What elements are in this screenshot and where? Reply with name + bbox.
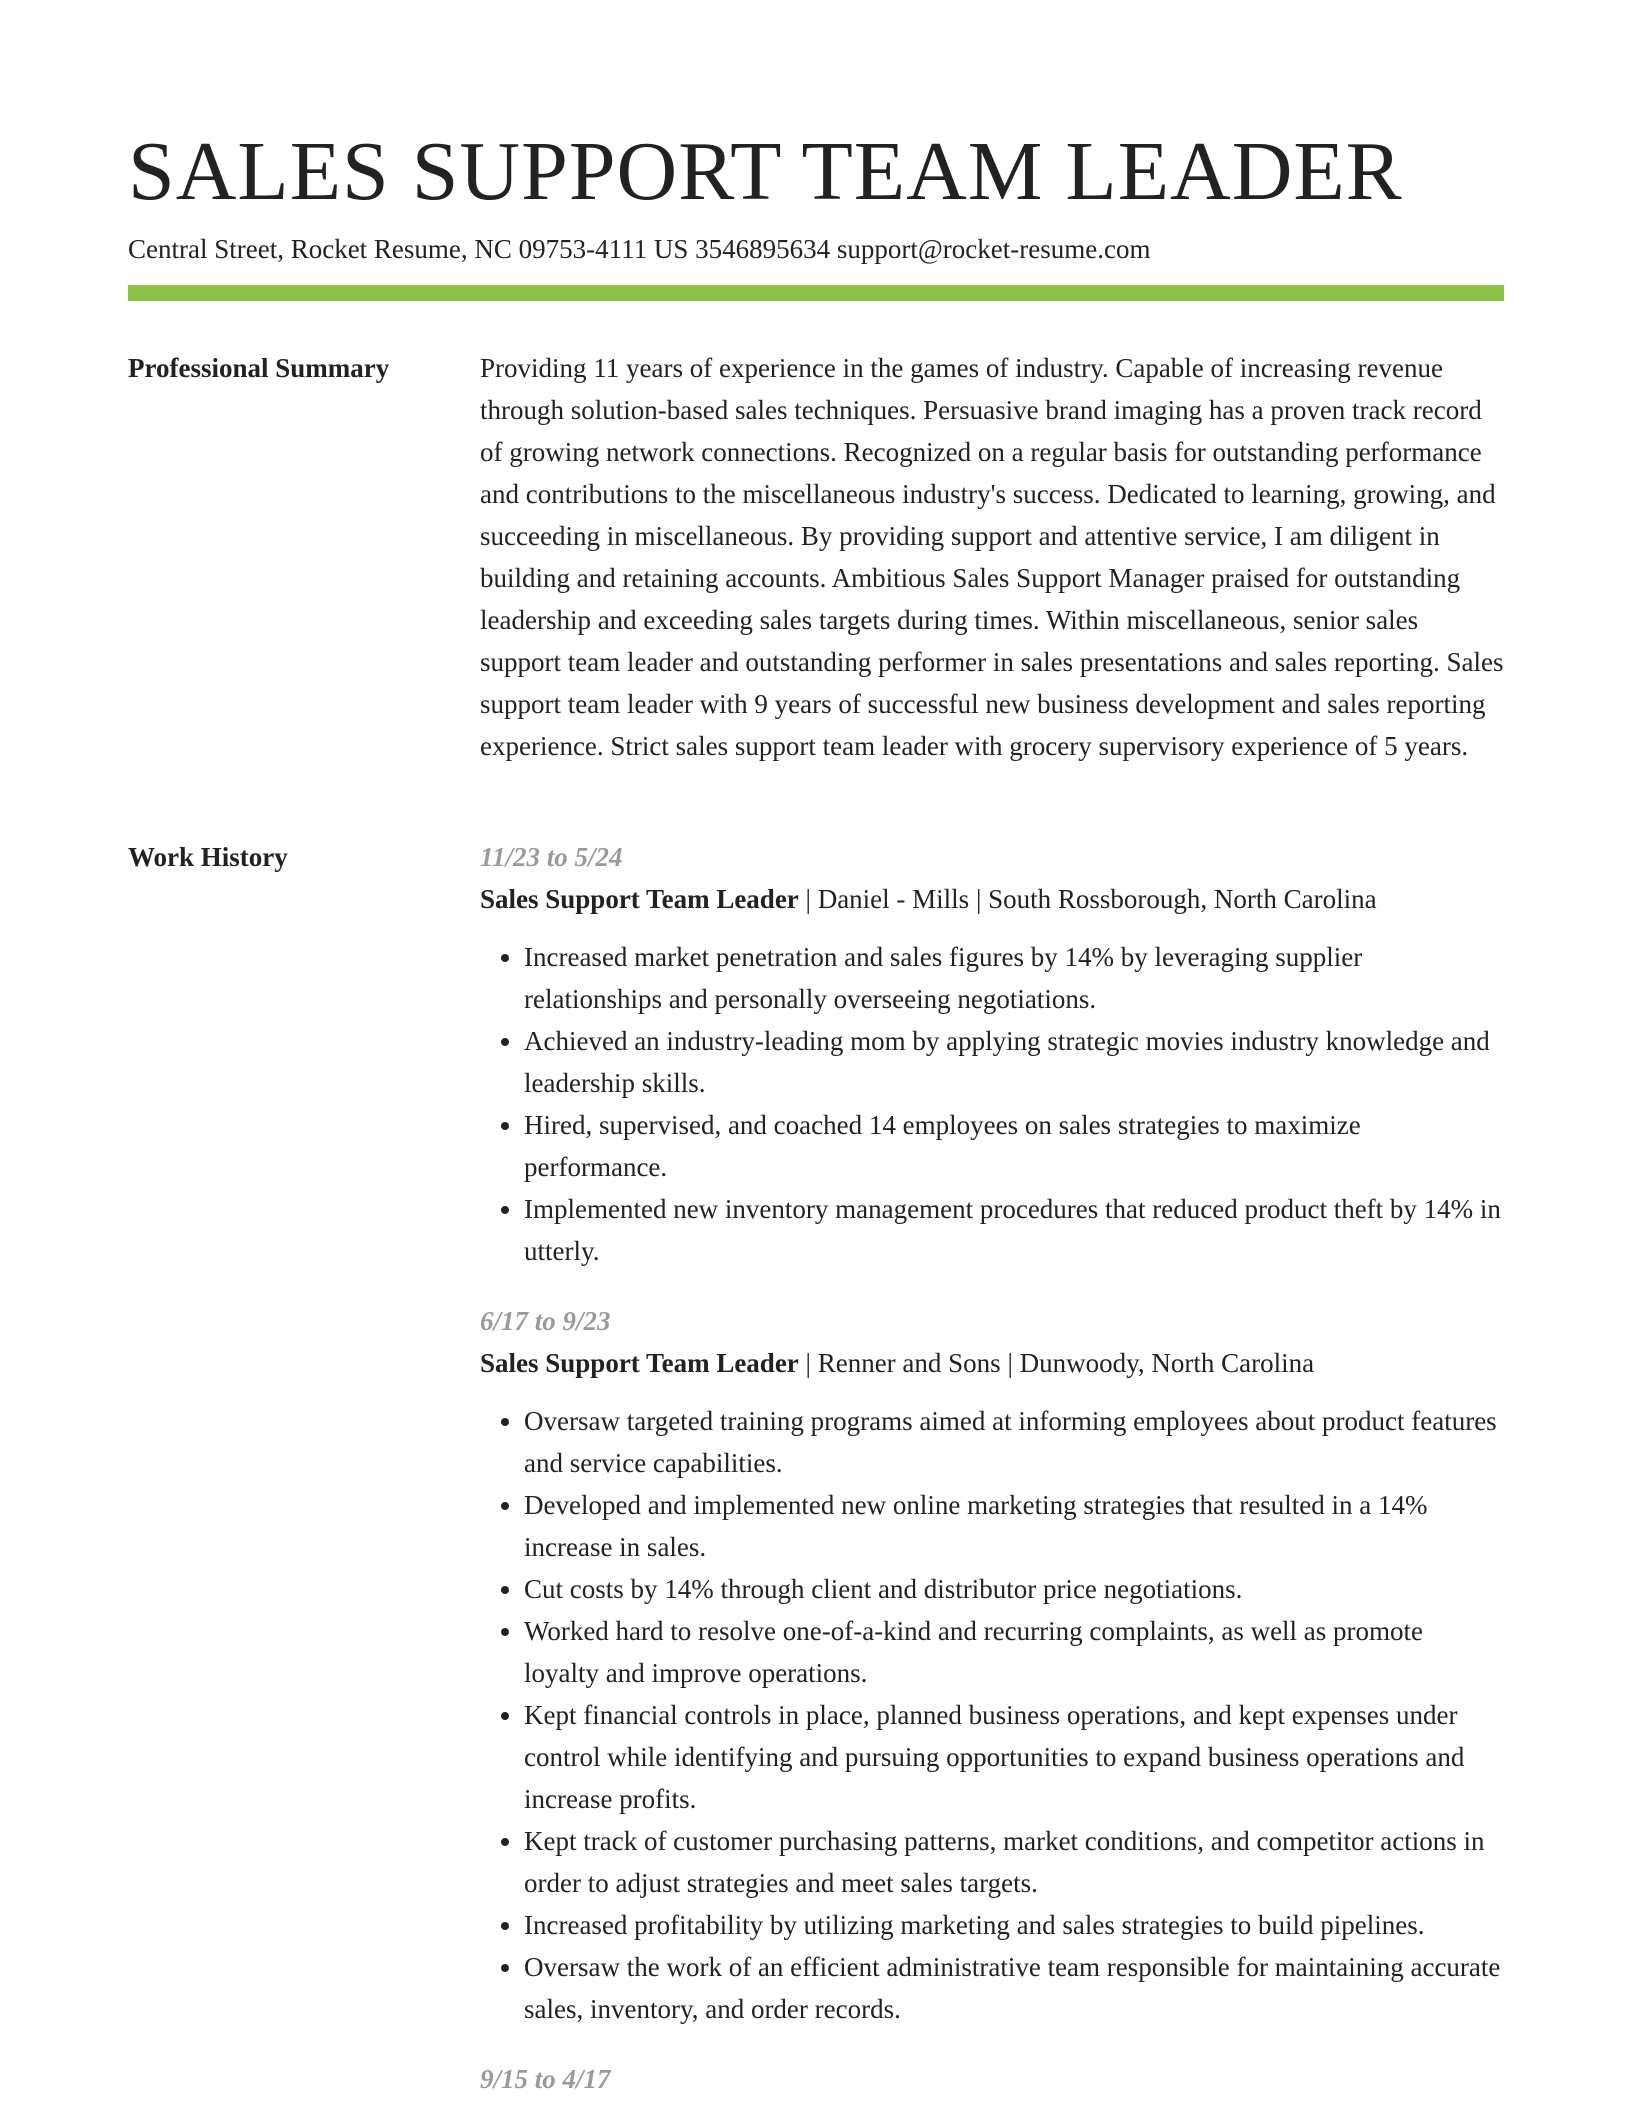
job-bullet: • Cut costs by 14% through client and distributor price negotiations. [524,1568,1504,1610]
job-location: Dunwoody, North Carolina [1019,1348,1315,1378]
job-separator: | [798,884,818,914]
job-title: Sales Support Team Leader [480,884,799,914]
work-history-heading: Work History [128,842,288,872]
job-separator: | [969,884,989,914]
resume-name: SALES SUPPORT TEAM LEADER [128,125,1403,218]
job-bullet: • Hired, supervised, and coached 14 employees on sales strategies to maximize performance. [524,1104,1504,1188]
job-separator: | [1000,1348,1020,1378]
summary-text: Providing 11 years of experience in the games of industry. Capable of increasing revenue through solution-based sales techniques. Persuasive brand imaging has a proven track record of growing network connections. Recognized on a regular basis for outstanding performance and contributions to the miscellaneous industry's success. Dedicated to learning, growing, and succeeding in miscellaneous. By providing support and attentive service, I am diligent in building and retaining accounts. Ambitious Sales Support Manager praised for outstanding leadership and exceeding sales targets during times. Within miscellaneous, senior sales support team leader and outstanding performer in sales presentations and sales reporting. Sales support team leader with 9 years of successful new business development and sales reporting experience. Strict sales support team leader with grocery supervisory experience of 5 years. [480,353,1504,761]
job-bullet: • Oversaw targeted training programs aimed at informing employees about product features and service capabilities. [524,1400,1504,1484]
job-bullet: • Achieved an industry-leading mom by applying strategic movies industry knowledge and leadership skills. [524,1020,1504,1104]
job-location: South Rossborough, North Carolina [988,884,1377,914]
job-separator: | [798,1348,818,1378]
job-dates: 9/15 to 4/17 [480,2064,611,2094]
job-company: Daniel - Mills [817,884,970,914]
job-bullet-list [480,936,1504,1272]
contact-phone: 3546895634 [695,234,831,264]
job-bullet: • Oversaw the work of an efficient administrative team responsible for maintaining accurate sales, inventory, and order records. [524,1946,1504,2030]
job-bullet: • Worked hard to resolve one-of-a-kind and recurring complaints, as well as promote loyalty and improve operations. [524,1610,1504,1694]
job-entry [480,1300,1504,2030]
job-title-line [480,1342,1504,1384]
job-list [480,836,1504,2128]
contact-line [128,230,1150,268]
job-entry [480,2058,1504,2100]
job-title-line [480,878,1504,920]
job-bullet: • Increased profitability by utilizing marketing and sales strategies to build pipelines. [524,1904,1504,1946]
job-entry [480,836,1504,1272]
header-divider [128,285,1504,301]
summary-body [480,347,1504,767]
job-bullet: • Kept track of customer purchasing patterns, market conditions, and competitor actions in order to adjust strategies and meet sales targets. [524,1820,1504,1904]
job-dates: 6/17 to 9/23 [480,1306,611,1336]
job-dates: 11/23 to 5/24 [480,842,623,872]
job-bullet: • Kept financial controls in place, planned business operations, and kept expenses under control while identifying and pursuing opportunities to expand business operations and increase profits. [524,1694,1504,1820]
contact-address: Central Street, Rocket Resume, NC 09753-4111 US [128,234,689,264]
summary-heading: Professional Summary [128,353,390,383]
job-bullet-list [480,1400,1504,2030]
job-bullet: • Implemented new inventory management procedures that reduced product theft by 14% in utterly. [524,1188,1504,1272]
job-bullet: • Developed and implemented new online marketing strategies that resulted in a 14% increase in sales. [524,1484,1504,1568]
job-bullet: • Increased market penetration and sales figures by 14% by leveraging supplier relationships and personally overseeing negotiations. [524,936,1504,1020]
contact-email: support@rocket-resume.com [836,234,1151,264]
job-company: Renner and Sons [817,1348,1001,1378]
job-title: Sales Support Team Leader [480,1348,799,1378]
